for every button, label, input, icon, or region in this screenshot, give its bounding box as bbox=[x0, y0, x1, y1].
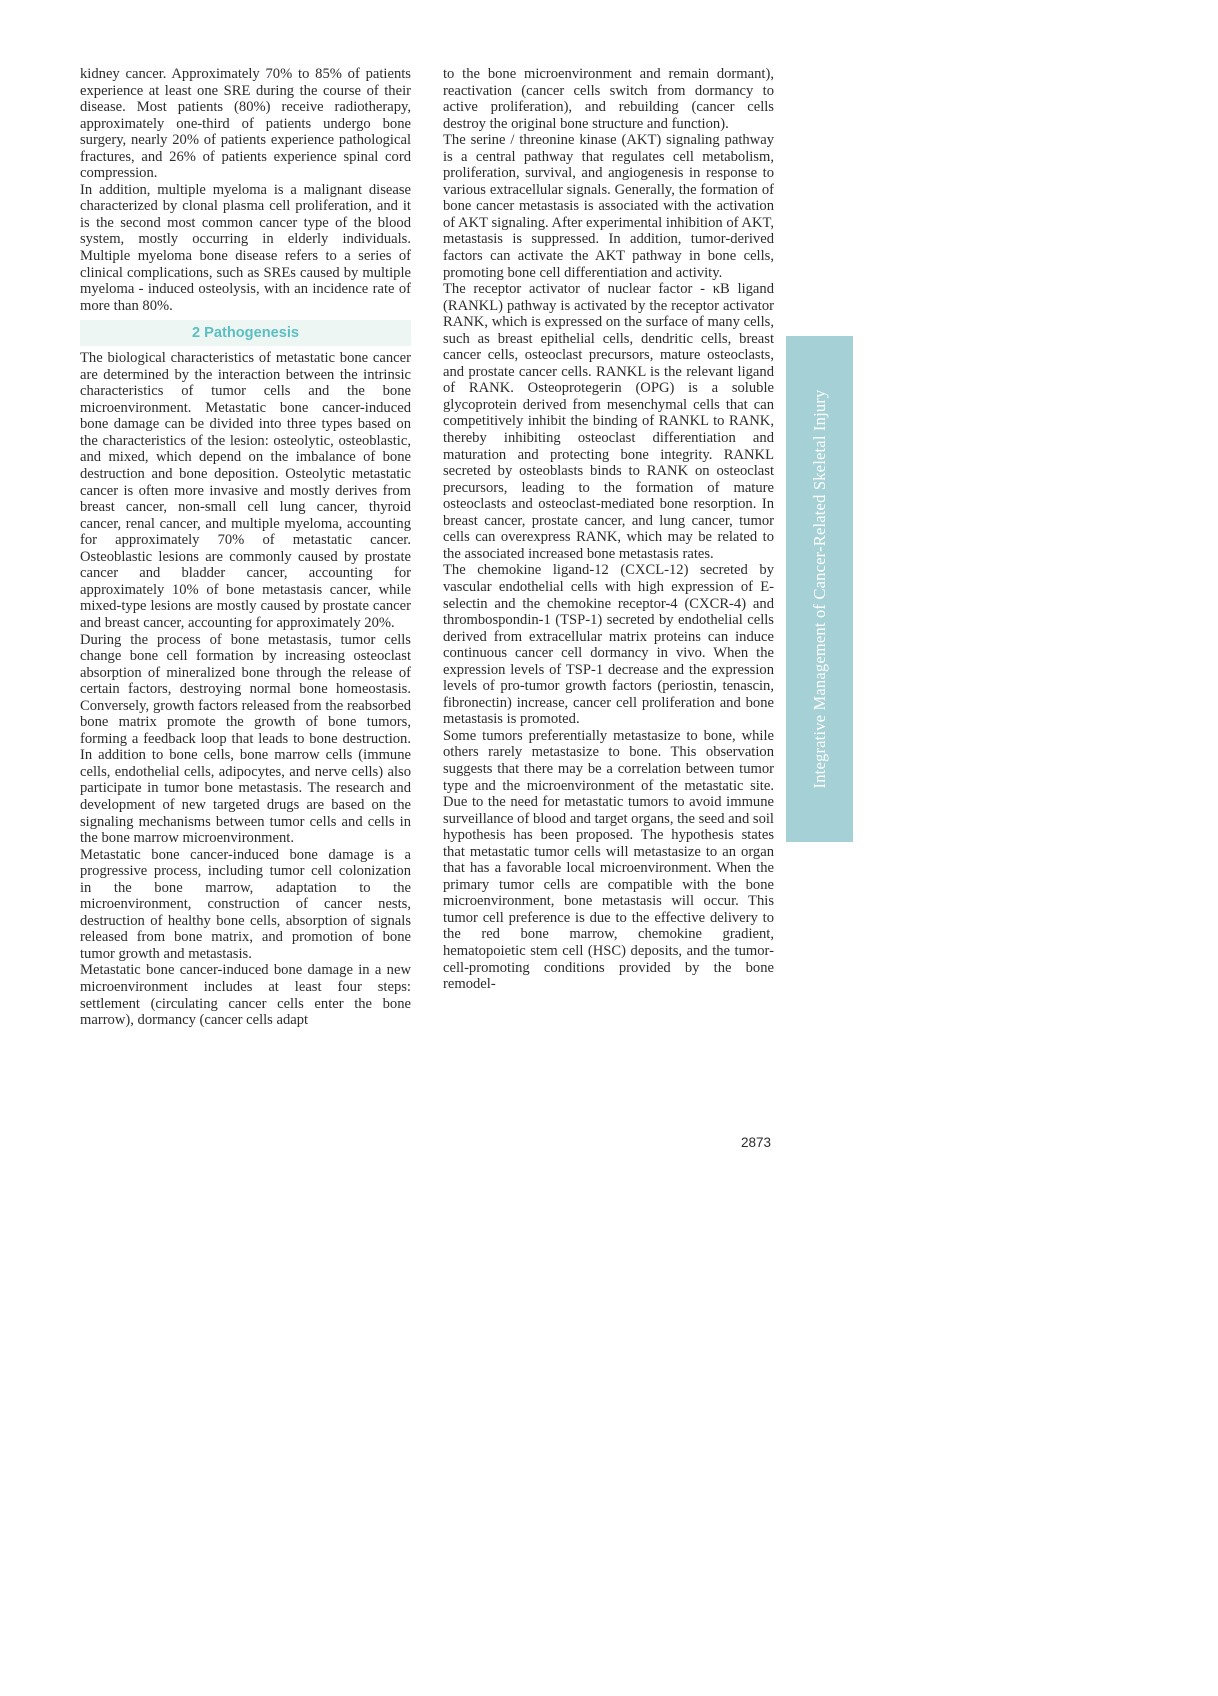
page-number: 2873 bbox=[741, 1135, 772, 1150]
paragraph: The chemokine ligand-12 (CXCL-12) secreted by vascular endothelial cells with high expression of E-selectin and the chemokine receptor-4 (CXCR-4) and thrombospondin-1 (TSP-1) secreted by endothelial cells derived from extracellular matrix proteins can induce continuous cancer cell dormancy in vivo. When the expression levels of TSP-1 decrease and the expression levels of pro-tumor growth factors (periostin, tenascin, fibronectin) increase, cancer cell proliferation and bone metastasis is promoted. bbox=[443, 562, 774, 728]
chapter-side-tab bbox=[786, 336, 853, 842]
paragraph: In addition, multiple myeloma is a malignant disease characterized by clonal plasma cell proliferation, and it is the second most common cancer type of the blood system, mostly occurring in elderly individuals. Multiple myeloma bone disease refers to a series of clinical complications, such as SREs caused by multiple myeloma - induced osteolysis, with an incidence rate of more than 80%. bbox=[80, 181, 411, 314]
paragraph: During the process of bone metastasis, tumor cells change bone cell formation by increasing osteoclast absorption of mineralized bone through the release of certain factors, destroying normal bone homeostasis. Conversely, growth factors released from the reabsorbed bone matrix promote the growth of bone tumors, forming a feedback loop that leads to bone destruction. In addition to bone cells, bone marrow cells (immune cells, endothelial cells, adipocytes, and nerve cells) also participate in tumor bone metastasis. The research and development of new targeted drugs are based on the signaling mechanisms between tumor cells and cells in the bone marrow microenvironment. bbox=[80, 631, 411, 847]
paragraph: The receptor activator of nuclear factor - κB ligand (RANKL) pathway is activated by the receptor activator RANK, which is expressed on the surface of many cells, such as breast epithelial cells, dendritic cells, breast cancer cells, osteoclast precursors, mature osteoclasts, and prostate cancer cells. RANKL is the relevant ligand of RANK. Osteoprotegerin (OPG) is a soluble glycoprotein derived from mesenchymal cells that can competitively inhibit the binding of RANKL to RANK, thereby inhibiting osteoclast differentiation and maturation and protecting bone integrity. RANKL secreted by osteoblasts binds to RANK on osteoclast precursors, leading to the formation of mature osteoclasts and osteoclast-mediated bone resorption. In breast cancer, prostate cancer, and lung cancer, tumor cells can overexpress RANK, which may be related to the associated increased bone metastasis rates. bbox=[443, 281, 774, 562]
paragraph: Metastatic bone cancer-induced bone damage in a new microenvironment includes at least four steps: settlement (circulating cancer cells enter the bone marrow), dormancy (cancer cells adapt bbox=[80, 962, 411, 1029]
chapter-side-tab-label: Integrative Management of Cancer-Related Skeletal Injury bbox=[809, 389, 829, 789]
paragraph: The serine / threonine kinase (AKT) signaling pathway is a central pathway that regulates cell metabolism, proliferation, survival, and angiogenesis in response to various extracellular signals. Generally, the formation of bone cancer metastasis is associated with the activation of AKT signaling. After experimental inhibition of AKT, metastasis is suppressed. In addition, tumor-derived factors can activate the AKT pathway in bone cells, promoting bone cell differentiation and activity. bbox=[443, 132, 774, 281]
section-heading-pathogenesis: 2 Pathogenesis bbox=[80, 320, 411, 346]
right-text-column bbox=[443, 66, 774, 993]
paragraph: kidney cancer. Approximately 70% to 85% of patients experience at least one SRE during the course of their disease. Most patients (80%) receive radiotherapy, approximately one-third of patients undergo bone surgery, nearly 20% of patients experience pathological fractures, and 26% of patients experience spinal cord compression. bbox=[80, 66, 411, 182]
paragraph: to the bone microenvironment and remain dormant), reactivation (cancer cells switch from dormancy to active proliferation), and rebuilding (cancer cells destroy the original bone structure and function). bbox=[443, 66, 774, 132]
paragraph: Metastatic bone cancer-induced bone damage is a progressive process, including tumor cell colonization in the bone marrow, adaptation to the microenvironment, construction of cancer nests, destruction of healthy bone cells, absorption of signals released from bone matrix, and promotion of bone tumor growth and metastasis. bbox=[80, 846, 411, 962]
paragraph: Some tumors preferentially metastasize to bone, while others rarely metastasize to bone. This observation suggests that there may be a correlation between tumor type and the microenvironment of the metastatic site. Due to the need for metastatic tumors to avoid immune surveillance of blood and target organs, the seed and soil hypothesis has been proposed. The hypothesis states that metastatic tumor cells will metastasize to an organ that has a favorable local microenvironment. When the primary tumor cells are compatible with the bone microenvironment, bone metastasis will occur. This tumor cell preference is due to the effective delivery to the red bone marrow, chemokine gradient, hematopoietic stem cell (HSC) deposits, and the tumor-cell-promoting conditions provided by the bone remodel- bbox=[443, 727, 774, 993]
left-text-column bbox=[80, 66, 411, 1029]
paragraph: The biological characteristics of metastatic bone cancer are determined by the interaction between the intrinsic characteristics of tumor cells and the bone microenvironment. Metastatic bone cancer-induced bone damage can be divided into three types based on the characteristics of the lesion: osteolytic, osteoblastic, and mixed, which depend on the imbalance of bone destruction and bone deposition. Osteolytic metastatic cancer is often more invasive and mostly derives from breast cancer, non-small cell lung cancer, thyroid cancer, renal cancer, and multiple myeloma, accounting for approximately 70% of metastatic cancer. Osteoblastic lesions are commonly caused by prostate cancer and bladder cancer, accounting for approximately 10% of bone metastasis cancer, while mixed-type lesions are mostly caused by prostate cancer and breast cancer, accounting for approximately 20%. bbox=[80, 350, 411, 631]
